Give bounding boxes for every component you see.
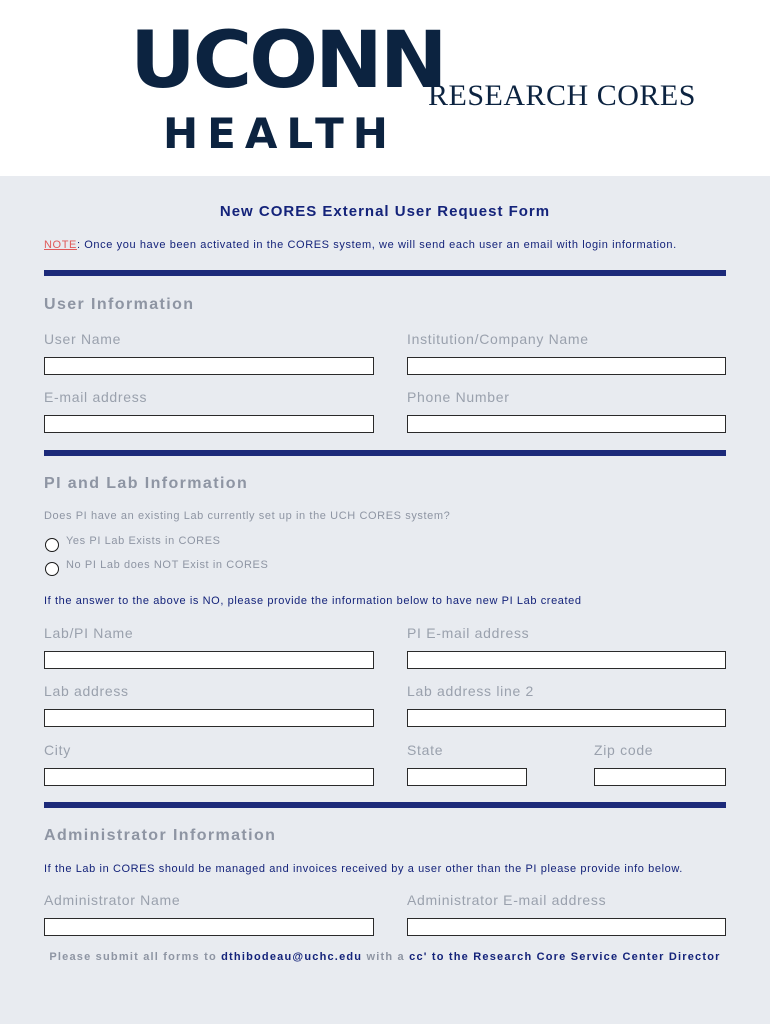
pi-email-input[interactable] — [407, 651, 726, 669]
phone-label: Phone Number — [407, 389, 510, 405]
admin-heading: Administrator Information — [44, 827, 277, 844]
radio-lab-not-exists[interactable] — [45, 562, 59, 576]
user-info-heading: User Information — [44, 296, 195, 313]
page-header — [0, 0, 770, 176]
section-divider — [44, 450, 726, 456]
logo-uconn: UCONN — [130, 16, 445, 106]
form-title: New CORES External User Request Form — [219, 203, 551, 220]
option-no-label: No PI Lab does NOT Exist in CORES — [66, 559, 269, 571]
zip-label: Zip code — [594, 742, 654, 758]
state-input[interactable] — [407, 768, 527, 786]
section-divider — [44, 802, 726, 808]
email-input[interactable] — [44, 415, 374, 433]
user-name-label: User Name — [44, 331, 122, 347]
email-label: E-mail address — [44, 389, 148, 405]
city-label: City — [44, 742, 71, 758]
pi-lab-heading: PI and Lab Information — [44, 475, 249, 492]
zip-input[interactable] — [594, 768, 726, 786]
admin-email-label: Administrator E-mail address — [407, 892, 607, 908]
pi-email-label: PI E-mail address — [407, 625, 530, 641]
admin-instruction: If the Lab in CORES should be managed and invoices received by a user other than the PI please provide info below. — [44, 863, 683, 875]
city-input[interactable] — [44, 768, 374, 786]
admin-email-input[interactable] — [407, 918, 726, 936]
institution-label: Institution/Company Name — [407, 331, 589, 347]
lab-address-2-input[interactable] — [407, 709, 726, 727]
lab-pi-name-label: Lab/PI Name — [44, 625, 134, 641]
admin-name-input[interactable] — [44, 918, 374, 936]
note-text: : Once you have been activated in the CORES system, we will send each user an email with login information. — [76, 239, 677, 251]
radio-lab-exists[interactable] — [45, 538, 59, 552]
option-yes-label: Yes PI Lab Exists in CORES — [66, 535, 221, 547]
logo-health: HEALTH — [163, 109, 397, 158]
state-label: State — [407, 742, 444, 758]
user-name-input[interactable] — [44, 357, 374, 375]
logo-research-cores: RESEARCH CORES — [428, 79, 696, 112]
lab-address-label: Lab address — [44, 683, 129, 699]
footer-suffix: cc' to the Research Core Service Center Director — [409, 951, 721, 963]
lab-address-input[interactable] — [44, 709, 374, 727]
submit-email: dthibodeau@uchc.edu — [221, 951, 363, 963]
footer-prefix: Please submit all forms to — [49, 951, 222, 963]
lab-address-2-label: Lab address line 2 — [407, 683, 535, 699]
section-divider — [44, 270, 726, 276]
lab-pi-name-input[interactable] — [44, 651, 374, 669]
new-lab-instruction: If the answer to the above is NO, please provide the information below to have new PI Lab created — [44, 595, 582, 607]
note-label: NOTE — [44, 239, 77, 251]
activation-note — [44, 239, 677, 251]
phone-input[interactable] — [407, 415, 726, 433]
submission-instructions — [0, 951, 770, 963]
admin-name-label: Administrator Name — [44, 892, 181, 908]
institution-input[interactable] — [407, 357, 726, 375]
footer-middle: with a — [362, 951, 410, 963]
lab-exists-question: Does PI have an existing Lab currently set up in the UCH CORES system? — [44, 510, 451, 522]
